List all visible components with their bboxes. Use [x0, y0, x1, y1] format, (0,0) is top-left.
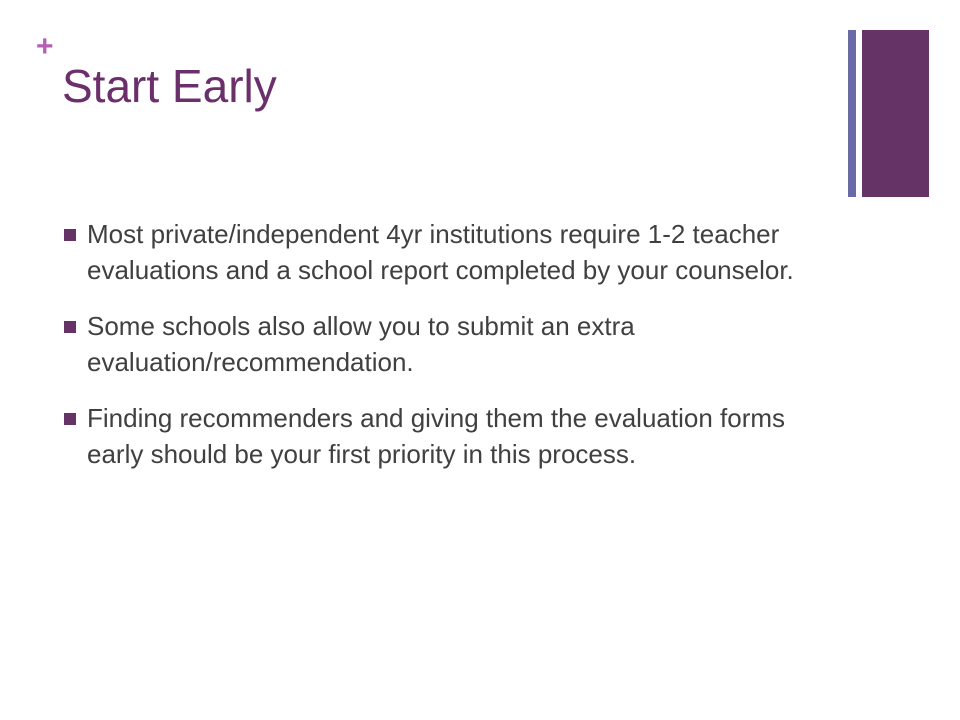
- slide-title: Start Early: [62, 60, 277, 112]
- bullet-text: Some schools also allow you to submit an extra evaluation/recommendation.: [87, 311, 635, 377]
- bullet-item: [64, 308, 844, 380]
- decorative-bar-thin: [848, 30, 856, 197]
- square-bullet-icon: [64, 413, 76, 425]
- square-bullet-icon: [64, 321, 76, 333]
- decorative-bar-wide: [862, 30, 929, 197]
- bullet-item: [64, 400, 844, 472]
- bullet-item: [64, 216, 844, 288]
- square-bullet-icon: [64, 229, 76, 241]
- bullet-text: Most private/independent 4yr institutions require 1-2 teacher evaluations and a school report completed by your counselor.: [87, 219, 794, 285]
- bullet-list: [64, 216, 844, 492]
- plus-icon: +: [36, 30, 54, 63]
- bullet-text: Finding recommenders and giving them the evaluation forms early should be your first priority in this process.: [87, 403, 786, 469]
